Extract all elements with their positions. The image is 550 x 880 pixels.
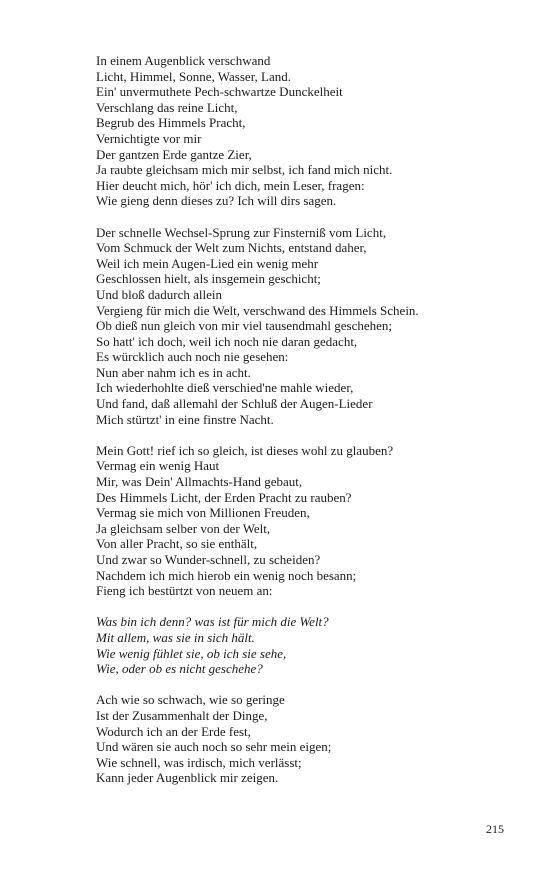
poem-line: Der gantzen Erde gantze Zier, [96,146,252,162]
poem-line: Wodurch ich an der Erde fest, [96,723,251,739]
poem-line: Ja raubte gleichsam mich mir selbst, ich fand mich nicht. [96,162,393,178]
poem-line: Mir, was Dein' Allmachts-Hand gebaut, [96,474,303,490]
poem-line: Wie gieng denn dieses zu? Ich will dirs sagen. [96,193,337,209]
poem-line: So hatt' ich doch, weil ich noch nie daran gedacht, [96,333,358,349]
poem-line: Und wären sie auch noch so sehr mein eigen; [96,739,332,755]
poem-line: Vergieng für mich die Welt, verschwand des Himmels Schein. [96,302,419,318]
stanza [96,614,516,676]
poem-line: Ein' unvermuthete Pech-schwartze Dunckelheit [96,84,343,100]
poem-line: Fieng ich bestürtzt von neuem an: [96,583,273,599]
poem-line: Mit allem, was sie in sich hält. [96,629,255,645]
poem-line: Begrub des Himmels Pracht, [96,115,246,131]
poem-line: Hier deucht mich, hör' ich dich, mein Leser, fragen: [96,177,365,193]
poem-line: Geschlossen hielt, als insgemein geschicht; [96,271,321,287]
poem-line: Wie wenig fühlet sie, ob ich sie sehe, [96,645,287,661]
page-number: 215 [486,822,504,836]
poem-line: Ob dieß nun gleich von mir viel tausendmahl geschehen; [96,318,393,334]
poem-line: Des Himmels Licht, der Erden Pracht zu rauben? [96,489,352,505]
poem-line: Mich stürtzt' in eine finstre Nacht. [96,411,274,427]
poem-line: Vom Schmuck der Welt zum Nichts, entstand daher, [96,240,367,256]
poem-line: Verschlang das reine Licht, [96,99,238,115]
poem-line: Von aller Pracht, so sie enthält, [96,536,258,552]
poem-line: Vermag ein wenig Haut [96,458,220,474]
poem-line: Vermag sie mich von Millionen Freuden, [96,505,310,521]
poem-line: Nun aber nahm ich es in acht. [96,364,251,380]
poem-line: Und bloß dadurch allein [96,286,222,302]
poem-line: Und zwar so Wunder-schnell, zu scheiden? [96,552,321,567]
poem-line: Ich wiederhohlte dieß verschied'ne mahle wieder, [96,380,354,396]
poem-line: Vernichtigte vor mir [96,130,202,146]
poem-line: Wie schnell, was irdisch, mich verlässt; [96,754,302,770]
poem-line: Ist der Zusammenhalt der Dinge, [96,707,268,723]
poem-line: Es würcklich auch noch nie gesehen: [96,349,289,365]
poem-line: Der schnelle Wechsel-Sprung zur Finsterniß vom Licht, [96,224,387,240]
poem-line: Ach wie so schwach, wie so geringe [96,692,285,708]
poem-line: Ja gleichsam selber von der Welt, [96,520,271,536]
poem-line: In einem Augenblick verschwand [96,53,271,68]
poem-text [96,53,516,802]
poem-line: Weil ich mein Augen-Lied ein wenig mehr [96,255,319,271]
stanza [96,443,516,599]
poem-line: Mein Gott! rief ich so gleich, ist dieses wohl zu glauben? [96,442,394,458]
stanza [96,53,516,209]
poem-line: Was bin ich denn? was ist für mich die Welt? [96,614,329,630]
poem-line: Kann jeder Augenblick mir zeigen. [96,770,279,786]
poem-line: Und fand, daß allemahl der Schluß der Augen-Lieder [96,396,373,412]
stanza [96,692,516,786]
poem-line: Nachdem ich mich hierob ein wenig noch besann; [96,567,357,583]
stanza [96,225,516,428]
poem-line: Wie, oder ob es nicht geschehe? [96,661,263,677]
poem-line: Licht, Himmel, Sonne, Wasser, Land. [96,68,291,84]
